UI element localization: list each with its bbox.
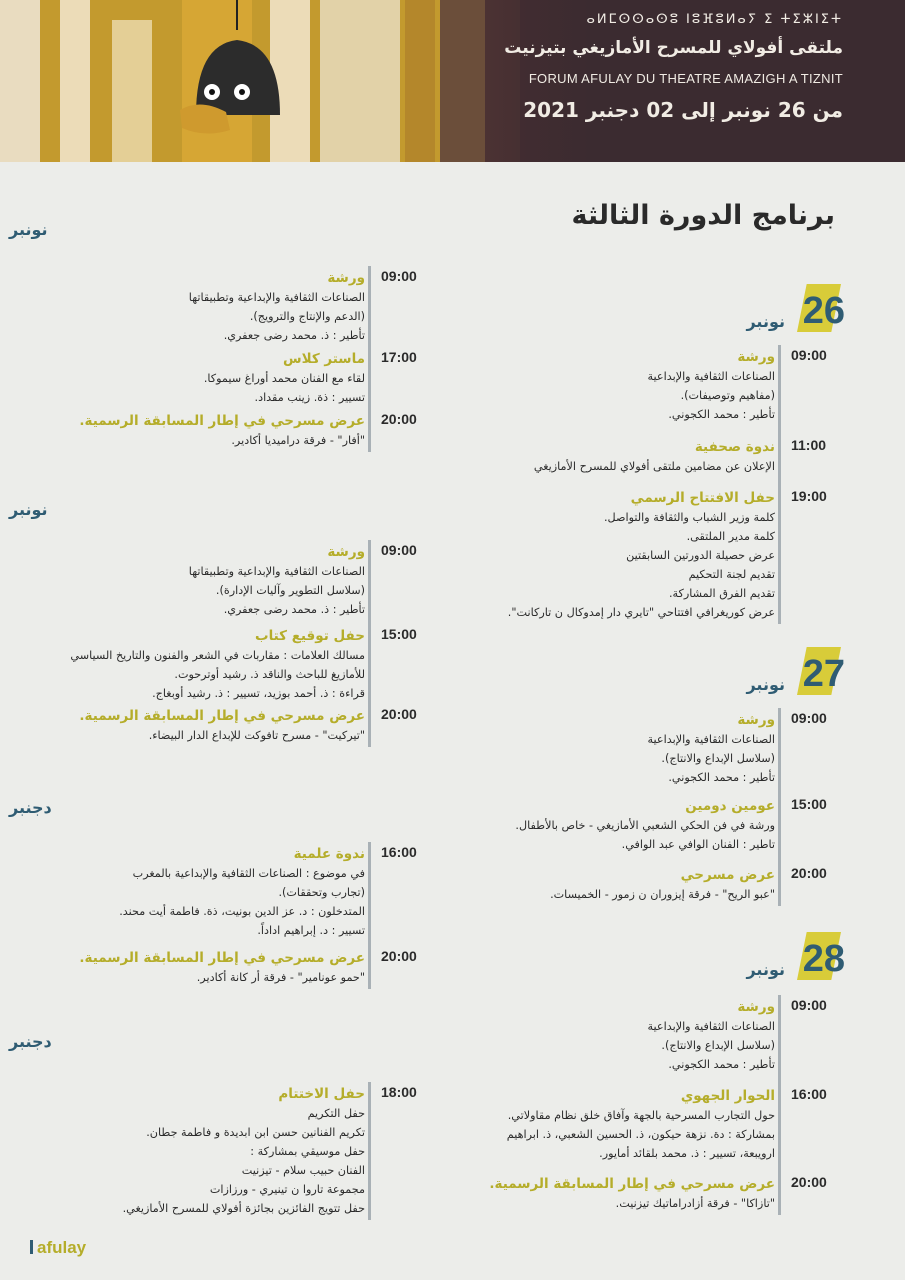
day-month: نونبر (746, 312, 785, 331)
slot-line: حفل التكريم (307, 1107, 365, 1120)
slot-line: تكريم الفنانين حسن ابن ابديدة و فاطمة جطان. (146, 1126, 365, 1139)
schedule-slot (55, 411, 435, 450)
slot-title: ورشة (327, 544, 365, 560)
slot-time: 09:00 (381, 268, 417, 284)
day-month: نونبر (9, 500, 48, 519)
slot-line: كلمة وزير الشباب والثقافة والتواصل. (603, 511, 775, 524)
slot-body (55, 411, 365, 450)
day-month: دجنبر (9, 1032, 52, 1051)
schedule-slot (475, 347, 845, 424)
slot-title: ندوة علمية (293, 846, 365, 862)
slot-body (55, 626, 365, 703)
timeline-bar (778, 995, 781, 1215)
slot-line: حول التجارب المسرحية بالجهة وآفاق خلق نظام مقاولاتي. (507, 1109, 775, 1122)
slot-line: الصناعات الثقافية والإبداعية (647, 733, 775, 746)
day-block-02 (9, 1012, 435, 1215)
slot-line: الصناعات الثقافية والإبداعية (647, 1020, 775, 1033)
slot-line: مسالك العلامات : مقاربات في الشعر والفنون والتاريخ السياسي (70, 649, 365, 662)
slot-line: تسيير : د. إبراهيم اداداً. (257, 924, 365, 937)
tifinagh-title: ⴰⵍⵎⵙⵙⴰⵙⵓ ⵏⵓⴼⵓⵍⴰⵢ ⵉ ⵜⵉⵣⵏⵉⵜ (586, 12, 843, 27)
slot-time: 16:00 (381, 844, 417, 860)
timeline-bar (778, 345, 781, 624)
schedule-slot (55, 626, 435, 703)
slot-time: 09:00 (791, 347, 827, 363)
slot-line: بمشاركة : دة. نزهة حيكون، ذ. الحسين الشعبي، ذ. ابراهيم (506, 1128, 775, 1141)
slot-line: تأطير : محمد الكجوني. (668, 1058, 775, 1071)
slot-title: ورشة (737, 999, 775, 1015)
slot-body (475, 437, 775, 476)
logo-bar-icon (30, 1240, 33, 1254)
slot-line: (تجارب وتحققات). (278, 886, 365, 899)
festival-dates: من 26 نونبر إلى 02 دجنبر 2021 (523, 98, 843, 122)
afulay-logo (30, 1238, 86, 1258)
slot-line: تأطير : ذ. محمد رضى جعفري. (223, 329, 365, 342)
slot-time: 11:00 (791, 437, 827, 453)
day-block-01 (9, 778, 435, 984)
slot-body (55, 268, 365, 345)
schedule-slot (55, 948, 435, 987)
slot-line: "عبو الريح" - فرقة إيزوران ن زمور - الخميسات. (550, 888, 775, 901)
slot-time: 20:00 (381, 706, 417, 722)
schedule-slot (55, 542, 435, 619)
day-number: 26 (802, 290, 845, 332)
day-header (475, 292, 845, 336)
header-banner (0, 0, 905, 162)
slot-line: تأطير : ذ. محمد رضى جعفري. (223, 603, 365, 616)
slot-line: الفنان حبيب سلام - تيزنيت (241, 1164, 365, 1177)
slot-line: عرض حصيلة الدورتين السابقتين (626, 549, 775, 562)
slot-line: تسيير : ذة. زينب مقداد. (254, 391, 365, 404)
slot-line: قراءة : ذ. أحمد بوزيد، تسيير : ذ. رشيد أوبغاج. (152, 687, 365, 700)
poster-illustration (0, 0, 520, 162)
slot-line: تأطير : محمد الكجوني. (668, 408, 775, 421)
slot-line: (سلاسل الإبداع والانتاج). (661, 752, 775, 765)
day-block-26 (475, 290, 845, 619)
french-title: FORUM AFULAY DU THEATRE AMAZIGH A TIZNIT (528, 71, 843, 86)
slot-body (475, 796, 775, 854)
day-block-29 (9, 200, 435, 447)
timeline-bar (778, 708, 781, 906)
schedule-slot (475, 796, 845, 854)
day-number: 28 (802, 938, 845, 980)
slot-time: 18:00 (381, 1084, 417, 1100)
day-month: نونبر (9, 220, 48, 239)
slot-line: (سلاسل التطوير وآليات الإدارة). (215, 584, 365, 597)
slot-title: ندوة صحفية (694, 439, 775, 455)
slot-line: (سلاسل الإبداع والانتاج). (661, 1039, 775, 1052)
slot-line: لقاء مع الفنان محمد أوراغ سيموكا. (203, 372, 365, 385)
slot-time: 20:00 (791, 1174, 827, 1190)
slot-title: حفل الاختتام (278, 1086, 365, 1102)
slot-line: الصناعات الثقافية والإبداعية وتطبيقاتها (188, 565, 365, 578)
slot-body (475, 997, 775, 1074)
slot-line: تاطير : الفنان الوافي عبد الوافي. (621, 838, 775, 851)
day-number: 27 (802, 653, 845, 695)
slot-line: "تازاكا" - فرقة أزادراماتيك تيزنيت. (615, 1197, 775, 1210)
slot-line: تقديم لجنة التحكيم (688, 568, 775, 581)
slot-line: حفل تتويج الفائزين بجائزة أفولاي للمسرح الأمازيغي. (122, 1202, 365, 1215)
timeline-bar (368, 1082, 371, 1220)
slot-title: عومين دومين (685, 798, 775, 814)
slot-title: ماستر كلاس (282, 351, 365, 367)
slot-line: عرض كوريغرافي افتتاحي "تايري دار إمدوكال ن تاركانت". (507, 606, 775, 619)
slot-body (55, 706, 365, 745)
slot-title: ورشة (737, 349, 775, 365)
slot-time: 09:00 (791, 997, 827, 1013)
slot-line: (مفاهيم وتوصيفات). (680, 389, 775, 402)
slot-line: للأمازيغ للباحث والناقد ذ. رشيد أوترحوت. (174, 668, 365, 681)
day-header (475, 940, 845, 984)
slot-line: المتدخلون : د. عز الدين بونيت، ذة. فاطمة أيت محند. (119, 905, 365, 918)
slot-body (475, 1086, 775, 1163)
slot-body (55, 349, 365, 407)
timeline-bar (368, 540, 371, 747)
slot-time: 20:00 (791, 865, 827, 881)
schedule-slot (55, 268, 435, 345)
slot-title: حفل توقيع كتاب (255, 628, 365, 644)
slot-line: حفل موسيقي بمشاركة : (250, 1145, 365, 1158)
schedule-slot (475, 865, 845, 904)
slot-body (475, 347, 775, 424)
schedule-slot (55, 844, 435, 940)
day-header (475, 655, 845, 699)
day-block-30 (9, 480, 435, 742)
day-block-27 (475, 653, 845, 901)
slot-time: 09:00 (791, 710, 827, 726)
day-header (9, 200, 435, 244)
schedule-slot (475, 710, 845, 787)
schedule-slot (475, 1086, 845, 1163)
slot-line: ارويبعة، تسيير : ذ. محمد بلقائد أمايور. (599, 1147, 775, 1160)
slot-title: عرض مسرحي في إطار المسابقة الرسمية. (489, 1176, 775, 1192)
slot-body (475, 488, 775, 622)
slot-title: الحوار الجهوي (680, 1088, 775, 1104)
schedule-slot (475, 997, 845, 1074)
day-header (9, 1012, 435, 1056)
slot-line: تقديم الفرق المشاركة. (668, 587, 775, 600)
schedule-slot (55, 706, 435, 745)
day-month: نونبر (746, 960, 785, 979)
slot-line: (الدعم والإنتاج والترويج). (249, 310, 365, 323)
slot-line: ورشة في فن الحكي الشعبي الأمازيغي - خاص بالأطفال. (515, 819, 775, 832)
slot-line: في موضوع : الصناعات الثقافية والإبداعية بالمغرب (132, 867, 365, 880)
timeline-bar (368, 266, 371, 452)
arabic-title: ملتقى أفولاي للمسرح الأمازيغي بتيزنيت (504, 38, 843, 58)
slot-body (475, 710, 775, 787)
slot-time: 17:00 (381, 349, 417, 365)
slot-line: كلمة مدير الملتقى. (686, 530, 775, 543)
schedule-slot (55, 349, 435, 407)
slot-time: 20:00 (381, 411, 417, 427)
slot-body (55, 542, 365, 619)
timeline-bar (368, 842, 371, 989)
slot-line: مجموعة تاروا ن تينيري - ورزازات (209, 1183, 365, 1196)
slot-title: عرض مسرحي في إطار المسابقة الرسمية. (79, 708, 365, 724)
slot-time: 09:00 (381, 542, 417, 558)
schedule-slot (475, 437, 845, 476)
slot-title: ورشة (737, 712, 775, 728)
slot-body (475, 1174, 775, 1213)
slot-title: حفل الافتتاح الرسمي (630, 490, 775, 506)
slot-body (55, 1084, 365, 1218)
day-block-28 (475, 938, 845, 1210)
slot-line: الصناعات الثقافية والإبداعية (647, 370, 775, 383)
slot-time: 19:00 (791, 488, 827, 504)
slot-line: "أفار" - فرقة دراميديا أكادير. (231, 434, 365, 447)
day-month: نونبر (746, 675, 785, 694)
slot-time: 15:00 (381, 626, 417, 642)
slot-line: الصناعات الثقافية والإبداعية وتطبيقاتها (188, 291, 365, 304)
slot-time: 16:00 (791, 1086, 827, 1102)
logo-text: afulay (37, 1238, 87, 1257)
slot-title: عرض مسرحي (680, 867, 775, 883)
schedule-slot (475, 488, 845, 622)
slot-title: ورشة (327, 270, 365, 286)
slot-line: "حمو عونامير" - فرقة أر كانة أكادير. (196, 971, 365, 984)
slot-line: "تيركيت" - مسرح تافوكت للإبداع الدار البيضاء. (148, 729, 365, 742)
slot-time: 20:00 (381, 948, 417, 964)
slot-body (55, 948, 365, 987)
program-title: برنامج الدورة الثالثة (571, 200, 835, 231)
slot-title: عرض مسرحي في إطار المسابقة الرسمية. (79, 413, 365, 429)
slot-line: الإعلان عن مضامين ملتقى أفولاي للمسرح الأمازيغي (533, 460, 775, 473)
slot-line: تأطير : محمد الكجوني. (668, 771, 775, 784)
day-month: دجنبر (9, 798, 52, 817)
slot-body (475, 865, 775, 904)
day-header (9, 778, 435, 822)
slot-title: عرض مسرحي في إطار المسابقة الرسمية. (79, 950, 365, 966)
slot-body (55, 844, 365, 940)
day-header (9, 480, 435, 524)
slot-time: 15:00 (791, 796, 827, 812)
schedule-slot (55, 1084, 435, 1218)
schedule-slot (475, 1174, 845, 1213)
